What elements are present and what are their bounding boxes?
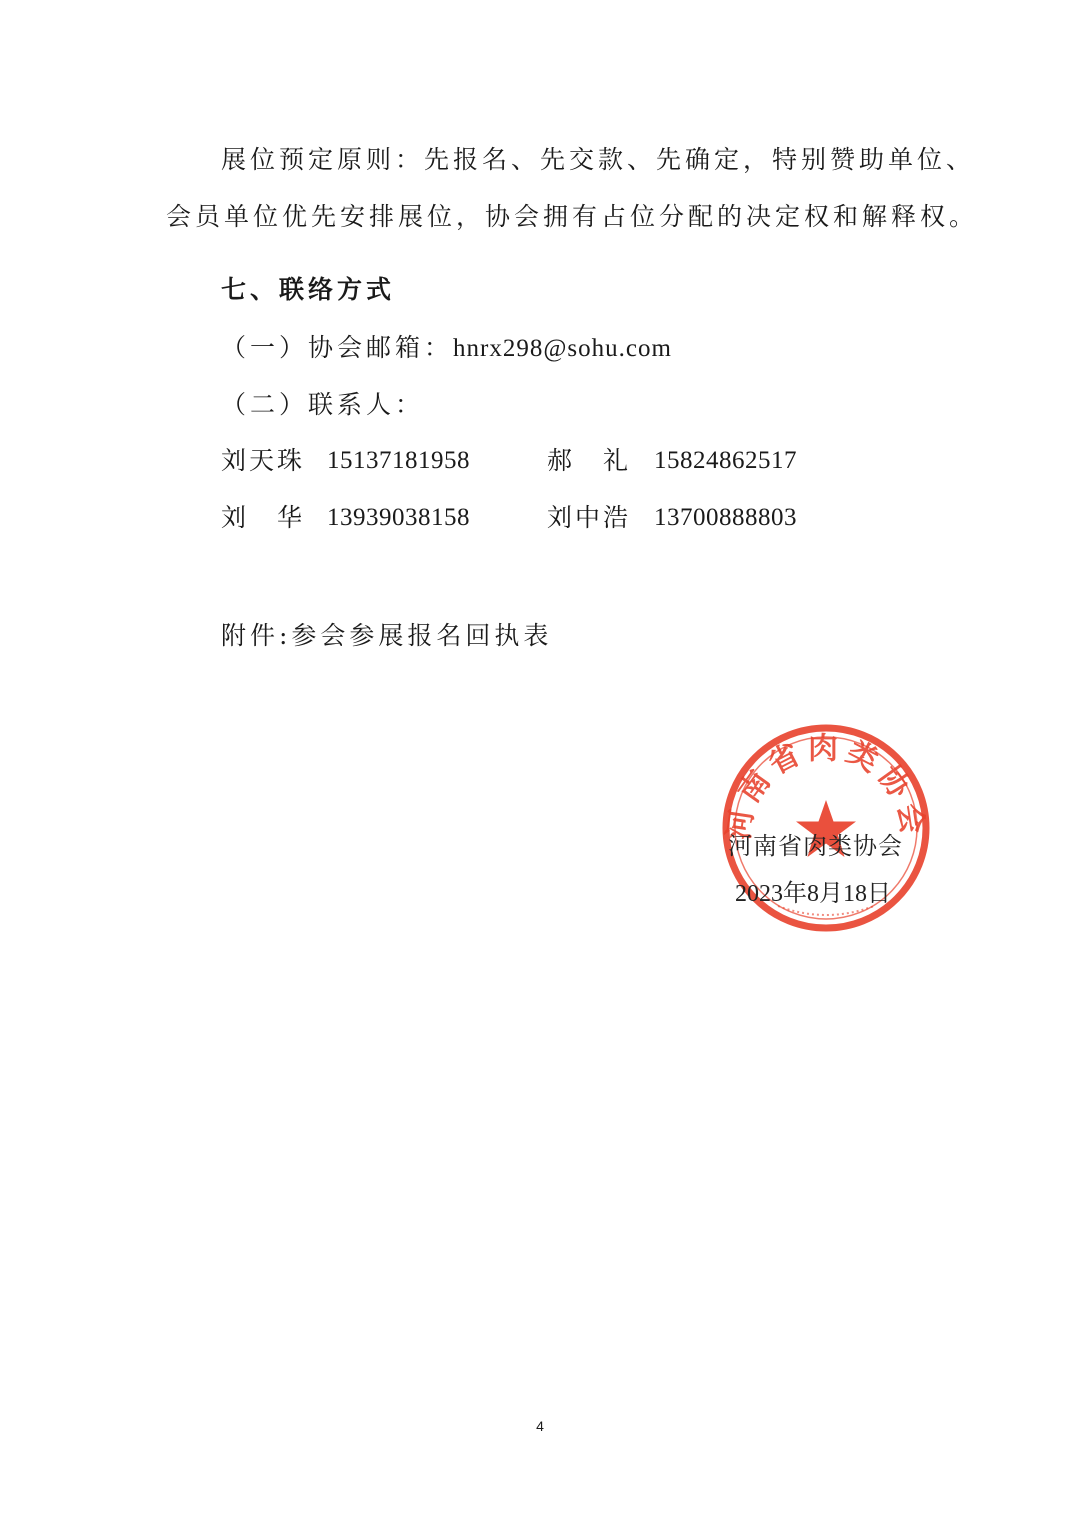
contact-phone: 13939038158 <box>327 504 470 531</box>
email-value: hnrx298@sohu.com <box>453 335 672 362</box>
attachment-note: 附件:参会参展报名回执表 <box>221 621 553 650</box>
principle-line-2: 会员单位优先安排展位，协会拥有占位分配的决定权和解释权。 <box>166 202 979 231</box>
page-number: 4 <box>536 1418 544 1434</box>
contact-name: 刘 华 <box>221 503 306 532</box>
signature-date: 2023年8月18日 <box>735 881 891 907</box>
contact-name: 刘天珠 <box>221 446 306 475</box>
email-line <box>221 335 672 361</box>
contacts-label: （二）联系人： <box>221 390 425 419</box>
contact-phone: 15824862517 <box>654 447 797 474</box>
contact-name: 郝 礼 <box>547 446 632 475</box>
signature-organization: 河南省肉类协会 <box>728 832 903 860</box>
seal-arc-text: 河南省肉类协会 <box>721 731 931 843</box>
contact-phone: 13700888803 <box>654 504 797 531</box>
principle-line-1: 展位预定原则：先报名、先交款、先确定，特别赞助单位、 <box>221 145 976 174</box>
section-heading-contact: 七、联络方式 <box>221 275 396 304</box>
contact-name: 刘中浩 <box>547 503 632 532</box>
email-label: （一）协会邮箱： <box>221 333 454 362</box>
contact-phone: 15137181958 <box>327 447 470 474</box>
